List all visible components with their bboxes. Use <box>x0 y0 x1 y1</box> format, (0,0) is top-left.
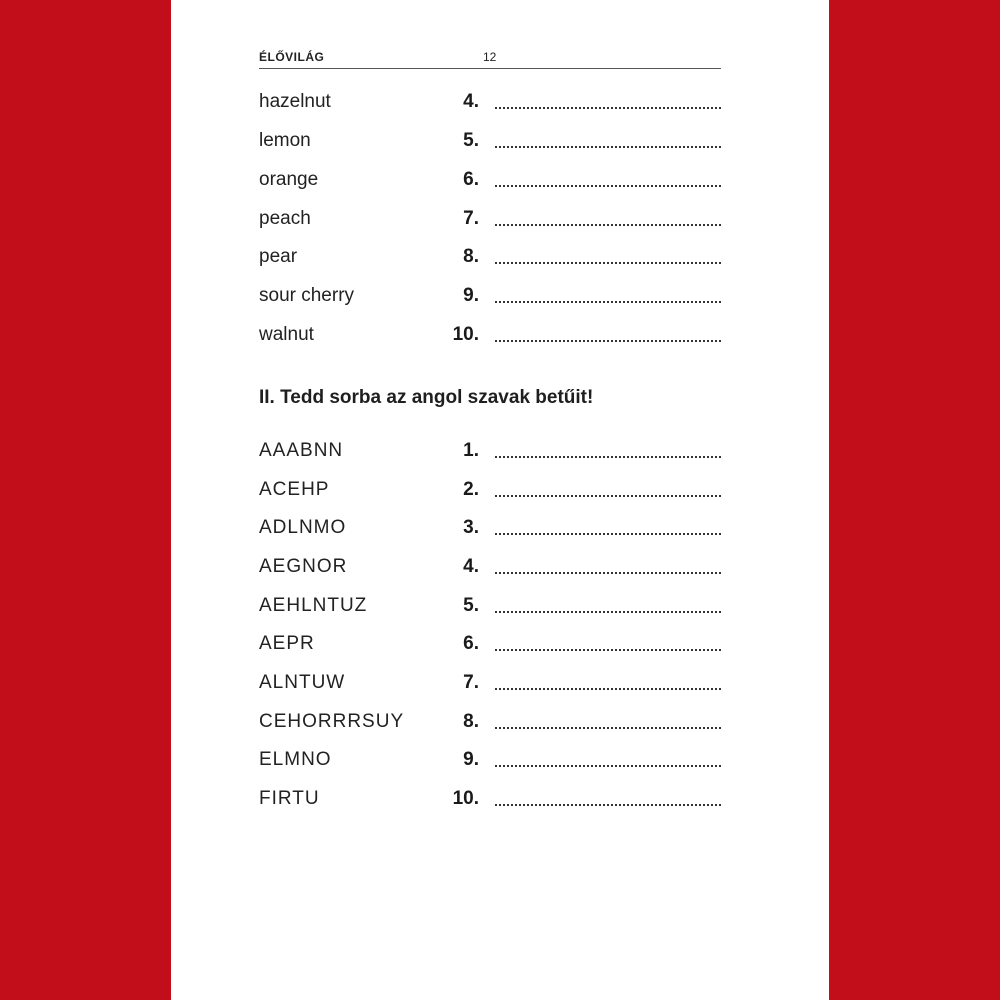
answer-line <box>495 609 721 613</box>
answer-line <box>495 725 721 729</box>
list-item <box>259 322 721 348</box>
item-word: orange <box>259 169 319 190</box>
item-word: walnut <box>259 324 314 345</box>
item-number: 4. <box>463 556 479 577</box>
item-number: 2. <box>463 479 479 500</box>
item-word: hazelnut <box>259 91 331 112</box>
answer-line <box>495 299 721 303</box>
list-item <box>259 283 721 309</box>
item-number: 4. <box>463 91 479 112</box>
answer-line <box>495 802 721 806</box>
answer-line <box>495 493 721 497</box>
item-number: 10. <box>452 788 479 809</box>
item-number: 3. <box>463 517 479 538</box>
scrambled-word: AAABNN <box>259 440 344 461</box>
answer-line <box>495 338 721 342</box>
answer-line <box>495 763 721 767</box>
item-number: 7. <box>463 208 479 229</box>
item-word: lemon <box>259 130 311 151</box>
scrambled-word: ELMNO <box>259 749 332 770</box>
scrambled-word: AEPR <box>259 633 315 654</box>
list-item <box>259 786 721 812</box>
answer-line <box>495 260 721 264</box>
item-number: 5. <box>463 130 479 151</box>
item-number: 9. <box>463 749 479 770</box>
section-name: ÉLŐVILÁG <box>259 50 325 64</box>
item-number: 9. <box>463 285 479 306</box>
answer-line <box>495 686 721 690</box>
item-number: 10. <box>452 324 479 345</box>
section-title: II. Tedd sorba az angol szavak betűit! <box>259 387 594 408</box>
list-item <box>259 554 721 580</box>
answer-line <box>495 454 721 458</box>
list-item <box>259 593 721 619</box>
item-number: 5. <box>463 595 479 616</box>
item-number: 6. <box>463 169 479 190</box>
item-word: pear <box>259 246 298 267</box>
list-item <box>259 477 721 503</box>
scrambled-word: ADLNMO <box>259 517 347 538</box>
item-word: peach <box>259 208 311 229</box>
list-item <box>259 670 721 696</box>
list-item <box>259 89 721 115</box>
list-item <box>259 244 721 270</box>
item-number: 7. <box>463 672 479 693</box>
list-item <box>259 167 721 193</box>
answer-line <box>495 222 721 226</box>
item-number: 1. <box>463 440 479 461</box>
answer-line <box>495 570 721 574</box>
scrambled-word: ACEHP <box>259 479 330 500</box>
answer-line <box>495 144 721 148</box>
list-item <box>259 206 721 232</box>
scrambled-word: AEGNOR <box>259 556 348 577</box>
list-item <box>259 747 721 773</box>
answer-line <box>495 105 721 109</box>
running-header <box>259 50 721 69</box>
list-item <box>259 631 721 657</box>
scrambled-word: AEHLNTUZ <box>259 595 368 616</box>
scrambled-word: FIRTU <box>259 788 320 809</box>
answer-line <box>495 183 721 187</box>
list-item <box>259 709 721 735</box>
page-number: 12 <box>483 50 497 64</box>
answer-line <box>495 647 721 651</box>
item-number: 8. <box>463 246 479 267</box>
scrambled-word: ALNTUW <box>259 672 346 693</box>
item-word: sour cherry <box>259 285 355 306</box>
item-number: 6. <box>463 633 479 654</box>
list-item <box>259 438 721 464</box>
item-number: 8. <box>463 711 479 732</box>
answer-line <box>495 531 721 535</box>
list-item <box>259 515 721 541</box>
scrambled-word: CEHORRRSUY <box>259 711 405 732</box>
book-page <box>171 0 829 1000</box>
list-item <box>259 128 721 154</box>
